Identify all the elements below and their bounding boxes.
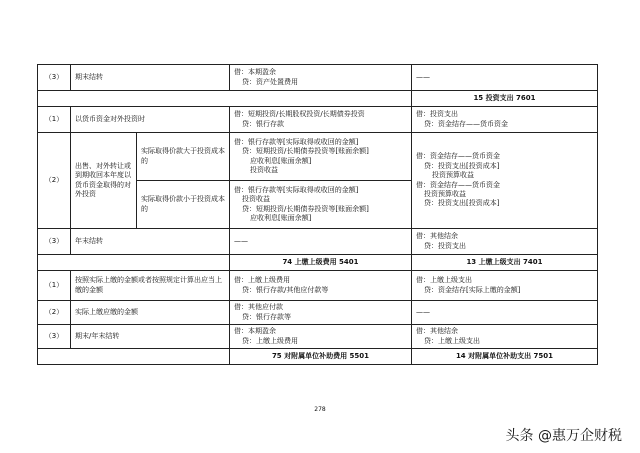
entry-line: 贷：短期投资/长期债券投资等[账面余额] [242,147,369,156]
budget-entry [412,229,598,255]
row-description: 年末结转 [71,229,230,255]
financial-entry [230,65,412,91]
entry-line: 贷：银行存款 [242,119,284,128]
financial-entry [230,181,412,229]
entry-line: 贷：银行存款等 [242,312,291,321]
financial-entry [230,229,412,255]
entry-line: 贷：投资支出 [424,241,466,250]
budget-entry [412,325,598,349]
table-row [38,229,598,255]
entry-line: 借：上缴上级支出 [416,276,472,285]
entry-line: 借：短期投资/长期股权投资/长期债券投资 [234,110,365,119]
row-number: （2） [38,301,71,325]
financial-entry [230,133,412,181]
row-number: （2） [38,133,71,229]
condition-cell: 实际取得价款大于投资成本的 [137,133,230,181]
section-title: 14 对附属单位补助支出 7501 [412,349,598,365]
entry-line: 投资预算收益 [432,171,474,180]
financial-entry [230,325,412,349]
dash-placeholder: —— [416,307,430,316]
section-title: 15 投资支出 7601 [412,91,598,107]
budget-entry [412,301,598,325]
row-number: （1） [38,271,71,301]
entry-line: 贷：资金结存——货币资金 [424,119,508,128]
entry-line: 借：资金结存——货币资金 [416,152,500,161]
budget-entry [412,271,598,301]
section-title: 75 对附属单位补助费用 5501 [230,349,412,365]
table-row [38,301,598,325]
entry-line: 借：资金结存——货币资金 [416,180,500,189]
row-number: （3） [38,325,71,349]
entry-line: 贷：投资支出[投资成本] [424,199,500,208]
row-number: （1） [38,107,71,133]
watermark: 头条 @惠万企财税 [505,428,622,444]
dash-placeholder: —— [416,72,430,81]
row-number: （3） [38,229,71,255]
financial-entry [230,271,412,301]
entry-line: 贷：银行存款/其他应付款等 [242,285,329,294]
section-title: 74 上缴上级费用 5401 [230,255,412,271]
section-header-row [38,91,598,107]
table-row [38,107,598,133]
entry-line: 借：其他结余 [416,232,458,241]
condition-cell: 实际取得价款小于投资成本的 [137,181,230,229]
row-description: 实际上缴应缴的金额 [71,301,230,325]
entry-line: 借：其他结余 [416,327,458,336]
section-header-row [38,349,598,365]
entry-line: 投资收益 [242,195,270,204]
entry-line: 贷：上缴上级支出 [424,336,480,345]
budget-entry [412,65,598,91]
row-description: 期末结转 [71,65,230,91]
entry-line: 借：其他应付款 [234,303,283,312]
table-row [38,65,598,91]
section-header-row [38,255,598,271]
entry-line: 贷：上缴上级费用 [242,336,298,345]
row-description: 以货币资金对外投资时 [71,107,230,133]
page-number: 278 [314,406,326,413]
row-number: （3） [38,65,71,91]
entry-line: 借：本期盈余 [234,68,276,77]
row-description: 出售、对外转让或到期收回本年度以货币资金取得的对外投资 [71,133,137,229]
section-title: 13 上缴上级支出 7401 [412,255,598,271]
entry-line: 投资预算收益 [424,189,466,198]
entry-line: 贷：资产处置费用 [242,77,298,86]
table-row [38,133,598,181]
table-row [38,325,598,349]
financial-entry [230,301,412,325]
entry-line: 贷：短期投资/长期债券投资等[账面余额] [242,204,369,213]
budget-entry [412,107,598,133]
entry-line: 借：银行存款等[实际取得或收回的金额] [234,185,359,194]
budget-entry [412,133,598,229]
entry-line: 应收利息[账面余额] [250,156,312,165]
dash-placeholder: —— [234,236,248,245]
entry-line: 贷：资金结存[实际上缴的金额] [424,285,521,294]
accounting-table [37,64,598,365]
row-description: 按照实际上缴的金额或者按照规定计算出应当上缴的金额 [71,271,230,301]
entry-line: 应收利息[账面余额] [250,213,312,222]
table-row [38,271,598,301]
entry-line: 借：投资支出 [416,110,458,119]
entry-line: 贷：投资支出[投资成本] [424,161,500,170]
entry-line: 借：上缴上级费用 [234,276,290,285]
entry-line: 借：本期盈余 [234,327,276,336]
entry-line: 投资收益 [250,165,278,174]
entry-line: 借：银行存款等[实际取得或收回的金额] [234,137,359,146]
row-description: 期末/年末结转 [71,325,230,349]
financial-entry [230,107,412,133]
